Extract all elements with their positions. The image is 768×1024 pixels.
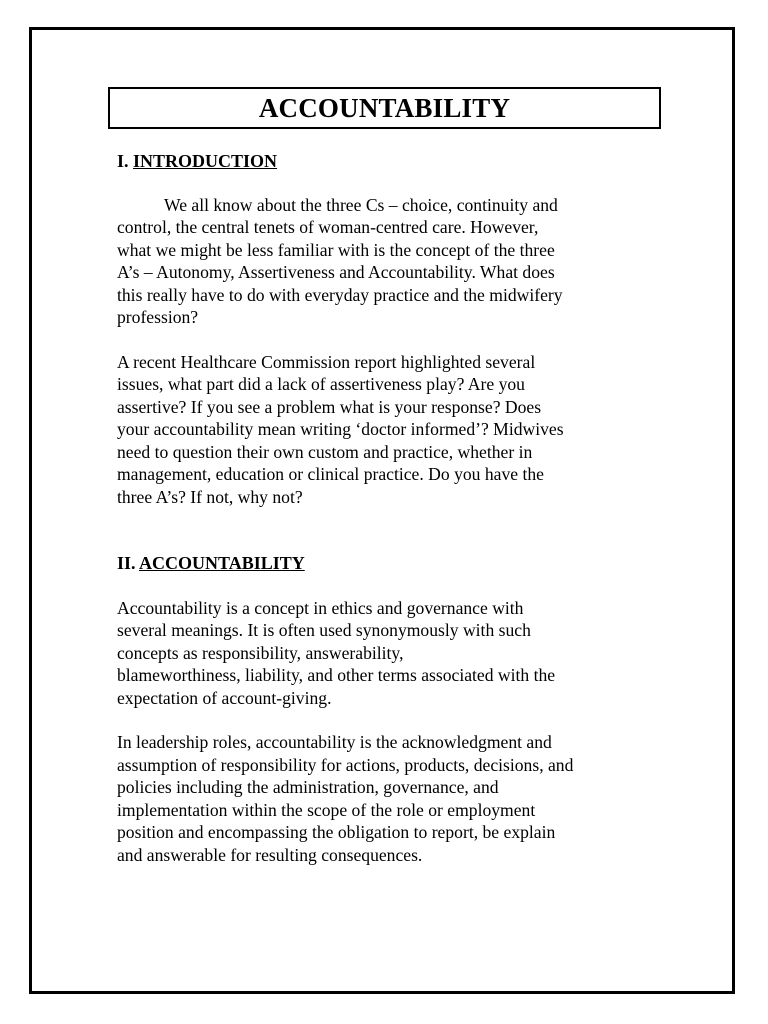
text-line: assertive? If you see a problem what is your response? Does bbox=[117, 396, 542, 417]
paragraph-intro-1 bbox=[117, 194, 662, 329]
document-title: ACCOUNTABILITY bbox=[108, 87, 661, 129]
text-line: this really have to do with everyday practice and the midwifery bbox=[117, 284, 563, 305]
section-number: II. bbox=[117, 553, 136, 573]
text-line: issues, what part did a lack of assertiveness play? Are you bbox=[117, 374, 525, 394]
text-line: concepts as responsibility, answerability, bbox=[117, 642, 404, 663]
text-line: In leadership roles, accountability is the acknowledgment and bbox=[117, 732, 552, 752]
text-line: management, education or clinical practice. Do you have the bbox=[117, 464, 544, 484]
text-line: control, the central tenets of woman-centred care. However, bbox=[117, 217, 539, 237]
document-body bbox=[117, 150, 662, 866]
text-line: assumption of responsibility for actions, products, decisions, and bbox=[117, 754, 574, 775]
section-heading-introduction bbox=[117, 150, 662, 173]
text-line: We all know about the three Cs – choice, continuity and bbox=[164, 194, 558, 215]
paragraph-accountability-1 bbox=[117, 597, 662, 710]
paragraph-intro-2 bbox=[117, 351, 662, 509]
section-number: I. bbox=[117, 151, 129, 171]
paragraph-accountability-2 bbox=[117, 731, 662, 866]
text-line: profession? bbox=[117, 307, 199, 327]
text-line: need to question their own custom and practice, whether in bbox=[117, 441, 533, 462]
section-title: INTRODUCTION bbox=[133, 151, 278, 171]
text-line: what we might be less familiar with is the concept of the three bbox=[117, 239, 555, 260]
text-line: three A’s? If not, why not? bbox=[117, 486, 303, 507]
text-line: your accountability mean writing ‘doctor informed’? Midwives bbox=[117, 419, 564, 439]
text-line: policies including the administration, governance, and bbox=[117, 777, 499, 797]
text-line: Accountability is a concept in ethics and governance with bbox=[117, 597, 524, 618]
text-line: position and encompassing the obligation to report, be explain bbox=[117, 822, 556, 842]
text-line: A recent Healthcare Commission report highlighted several bbox=[117, 351, 536, 372]
section-title: ACCOUNTABILITY bbox=[139, 553, 305, 573]
text-line: expectation of account-giving. bbox=[117, 687, 332, 708]
text-line: several meanings. It is often used synonymously with such bbox=[117, 620, 531, 640]
text-line: blameworthiness, liability, and other terms associated with the bbox=[117, 665, 556, 685]
text-line: A’s – Autonomy, Assertiveness and Accountability. What does bbox=[117, 262, 555, 282]
section-heading-accountability bbox=[117, 552, 662, 575]
text-line: and answerable for resulting consequences. bbox=[117, 844, 423, 865]
text-line: implementation within the scope of the role or employment bbox=[117, 799, 536, 820]
